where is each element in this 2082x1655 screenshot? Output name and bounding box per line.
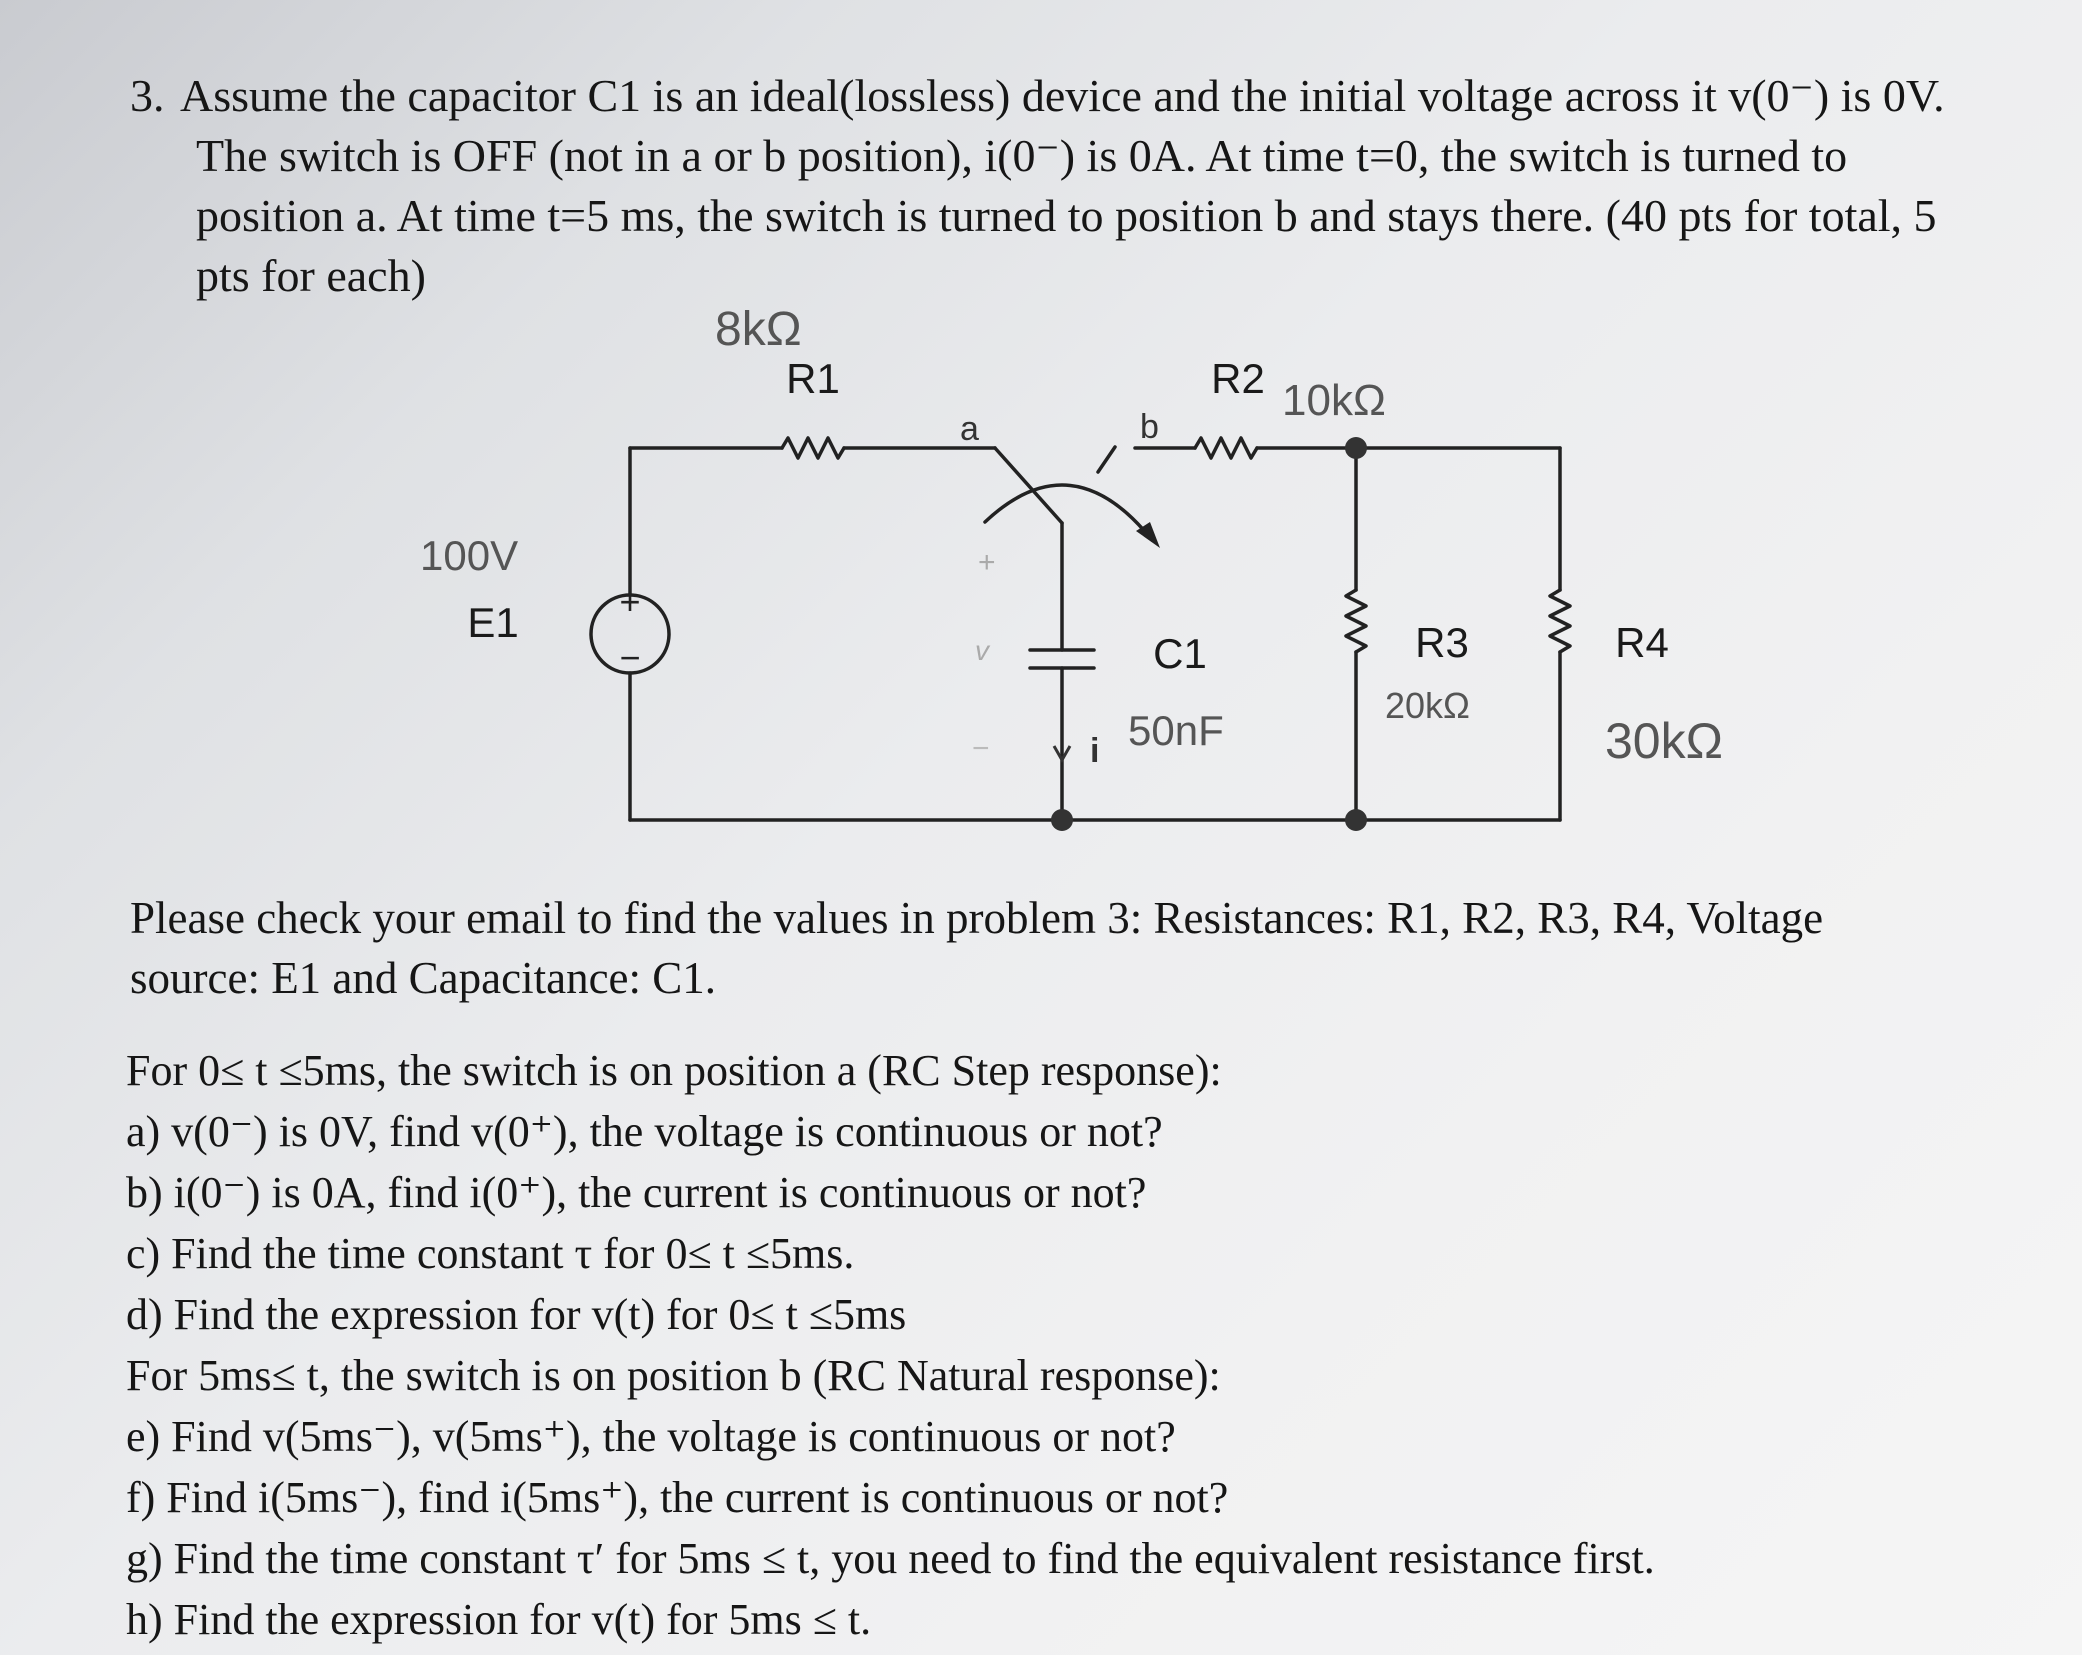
c1-label: C1 bbox=[1153, 630, 1207, 677]
switch-arc bbox=[985, 485, 1152, 540]
section-natural-response: For 5ms≤ t, the switch is on position b (RC Natural response): bbox=[126, 1351, 1221, 1400]
node-bottom-c1 bbox=[1051, 809, 1073, 831]
r1-value-handwritten: 8kΩ bbox=[715, 303, 802, 356]
node-top-right bbox=[1345, 437, 1367, 459]
problem-line-4: pts for each) bbox=[196, 250, 426, 301]
capacitor-plus-mark: + bbox=[978, 546, 996, 579]
source-plus: + bbox=[619, 581, 641, 622]
question-d: d) Find the expression for v(t) for 0≤ t ≤5ms bbox=[126, 1290, 907, 1339]
problem-line-2: The switch is OFF (not in a or b position), i(0⁻) is 0A. At time t=0, the switch is turned to bbox=[196, 130, 1848, 181]
question-g: g) Find the time constant τ′ for 5ms ≤ t, you need to find the equivalent resistance first. bbox=[126, 1534, 1655, 1583]
e1-label: E1 bbox=[467, 599, 519, 646]
problem-line-1: 3. Assume the capacitor C1 is an ideal(lossless) device and the initial voltage across it v(0⁻) is 0V. bbox=[130, 66, 2010, 126]
values-note-line-2: source: E1 and Capacitance: C1. bbox=[130, 953, 717, 1003]
question-list bbox=[126, 1040, 2026, 1650]
e1-value-handwritten: 100V bbox=[420, 532, 519, 579]
switch-a-label: a bbox=[960, 410, 979, 448]
r2-label: R2 bbox=[1211, 355, 1265, 402]
question-c: c) Find the time constant τ for 0≤ t ≤5ms. bbox=[126, 1229, 855, 1278]
capacitor-voltage-mark: v bbox=[975, 635, 989, 666]
problem-number: 3. bbox=[130, 70, 165, 121]
question-e: e) Find v(5ms⁻), v(5ms⁺), the voltage is continuous or not? bbox=[126, 1412, 1176, 1461]
source-minus: − bbox=[619, 637, 641, 678]
r3-value-handwritten: 20kΩ bbox=[1385, 685, 1470, 726]
capacitor-minus-mark: − bbox=[972, 732, 990, 765]
question-h: h) Find the expression for v(t) for 5ms ≤ t. bbox=[126, 1595, 872, 1644]
question-b: b) i(0⁻) is 0A, find i(0⁺), the current is continuous or not? bbox=[126, 1168, 1147, 1217]
r4-label: R4 bbox=[1615, 619, 1669, 666]
question-a: a) v(0⁻) is 0V, find v(0⁺), the voltage is continuous or not? bbox=[126, 1107, 1163, 1156]
switch-b-label: b bbox=[1140, 408, 1159, 446]
node-bottom-r3 bbox=[1345, 809, 1367, 831]
question-f: f) Find i(5ms⁻), find i(5ms⁺), the current is continuous or not? bbox=[126, 1473, 1229, 1522]
c1-value-handwritten: 50nF bbox=[1128, 707, 1224, 754]
switch-to-b-dash bbox=[1098, 447, 1115, 472]
resistor-r2 bbox=[1195, 438, 1257, 458]
values-note bbox=[130, 888, 2010, 1008]
problem-line-3: position a. At time t=5 ms, the switch is turned to position b and stays there. (40 pts for total, 5 bbox=[196, 190, 1937, 241]
resistor-r3 bbox=[1346, 590, 1366, 652]
capacitor-current-mark: i bbox=[1090, 732, 1100, 770]
r3-label: R3 bbox=[1415, 619, 1469, 666]
r2-value-handwritten: 10kΩ bbox=[1282, 376, 1386, 425]
resistor-r1 bbox=[782, 438, 844, 458]
resistor-r4 bbox=[1550, 590, 1570, 652]
r1-label: R1 bbox=[786, 355, 840, 402]
section-step-response: For 0≤ t ≤5ms, the switch is on position a (RC Step response): bbox=[126, 1046, 1222, 1095]
r4-value-handwritten: 30kΩ bbox=[1605, 713, 1723, 769]
values-note-line-1: Please check your email to find the values in problem 3: Resistances: R1, R2, R3, R4, Voltage bbox=[130, 893, 1824, 943]
